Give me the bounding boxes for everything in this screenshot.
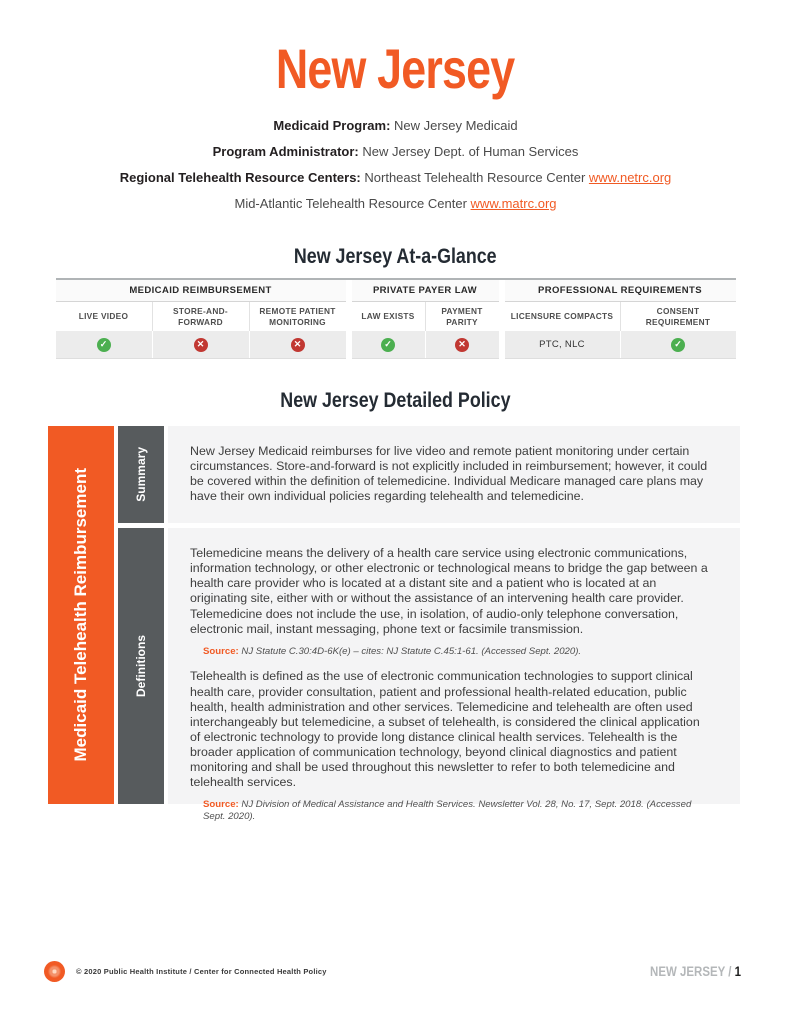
source-text: NJ Division of Medical Assistance and Health Services. Newsletter Vol. 28, No. 17, Sept. 2018. (Accessed Sept. 2020). — [203, 799, 692, 823]
group-medicaid-reimbursement — [56, 280, 346, 359]
at-a-glance-heading: New Jersey At-a-Glance — [294, 245, 497, 268]
cell-law-exists — [352, 331, 425, 358]
summary-section — [118, 426, 740, 523]
info-line-resource-centers — [0, 165, 791, 191]
resource-center-1-name: Northeast Telehealth Resource Center — [364, 170, 586, 185]
group-private-payer-law — [352, 280, 499, 359]
cross-icon: ✕ — [291, 338, 305, 352]
licensure-compacts-value: PTC, NLC — [539, 339, 585, 350]
copyright-text: © 2020 Public Health Institute / Center for Connected Health Policy — [76, 967, 327, 976]
definitions-paragraph-telehealth: Telehealth is defined as the use of electronic communication technologies to support clinical health care, provider consultation, patient and professional health-related education, public health, health administration and other services. Telemedicine and telehealth are often used interchangeably but telemedicine, a subset of telehealth, is considered the clinical application of electronic technology to provide long distance clinical health services. Telehealth is the broader application of communication technology, beyond clinical diagnostics and patient monitoring and shall be used throughout this newsletter to refer to both telemedicine and telehealth services. — [190, 669, 700, 790]
tab-summary-label: Summary — [134, 447, 148, 502]
column-header-consent-requirement: CONSENT REQUIREMENT — [620, 302, 736, 331]
summary-paragraph: New Jersey Medicaid reimburses for live video and remote patient monitoring under certain circumstances. Store-and-forward is not explicitly included in reimbursement; however, it could be covered within the definition of telemedicine. Individual Medicare managed care plans may have their own individual policies regarding telehealth and telemedicine. — [190, 444, 708, 504]
cross-icon: ✕ — [455, 338, 469, 352]
category-bar-medicaid-telehealth-reimbursement — [48, 426, 114, 804]
column-header-store-and-forward: STORE-AND-FORWARD — [152, 302, 249, 331]
cross-icon: ✕ — [194, 338, 208, 352]
info-line-program-administrator — [0, 139, 791, 165]
page-number — [650, 964, 741, 979]
tab-definitions-label: Definitions — [134, 635, 148, 697]
netrc-link[interactable]: www.netrc.org — [588, 170, 672, 185]
column-header-remote-patient-monitoring: REMOTE PATIENT MONITORING — [249, 302, 346, 331]
cell-licensure-compacts — [505, 331, 620, 358]
cell-payment-parity — [425, 331, 499, 358]
matrc-link[interactable]: www.matrc.org — [470, 196, 557, 211]
source-citation-2 — [203, 799, 708, 822]
medicaid-program-value: New Jersey Medicaid — [394, 118, 518, 133]
column-header-live-video: LIVE VIDEO — [78, 311, 129, 322]
column-header-payment-parity: PAYMENT PARITY — [425, 302, 499, 331]
column-header-licensure-compacts: LICENSURE COMPACTS — [510, 311, 614, 322]
page-title: New Jersey — [276, 37, 515, 100]
cell-store-and-forward — [152, 331, 249, 358]
summary-content — [168, 426, 740, 523]
page-footer — [44, 961, 741, 982]
at-a-glance-table — [56, 278, 736, 359]
resource-centers-label: Regional Telehealth Resource Centers: — [119, 170, 361, 185]
resource-center-2-name: Mid-Atlantic Telehealth Resource Center — [234, 196, 467, 211]
group-title: MEDICAID REIMBURSEMENT — [56, 280, 346, 302]
source-label: Source: — [203, 799, 239, 811]
group-title: PRIVATE PAYER LAW — [352, 280, 499, 302]
cell-live-video — [56, 331, 152, 358]
medicaid-program-label: Medicaid Program: — [273, 118, 391, 133]
check-icon: ✓ — [97, 338, 111, 352]
program-administrator-label: Program Administrator: — [212, 144, 359, 159]
definitions-section — [118, 528, 740, 823]
program-administrator-value: New Jersey Dept. of Human Services — [362, 144, 579, 159]
detailed-policy-heading: New Jersey Detailed Policy — [280, 389, 511, 412]
cell-consent-requirement — [620, 331, 736, 358]
source-text: NJ Statute C.30:4D-6K(e) – cites: NJ Statute C.45:1-61. (Accessed Sept. 2020). — [241, 645, 582, 657]
category-label: Medicaid Telehealth Reimbursement — [71, 468, 90, 762]
footer-state-label: NEW JERSEY / — [649, 964, 732, 979]
detailed-policy-block — [48, 426, 740, 823]
cell-remote-patient-monitoring — [249, 331, 346, 358]
source-label: Source: — [203, 645, 239, 657]
group-professional-requirements — [505, 280, 736, 359]
definitions-content — [168, 528, 740, 823]
program-info — [0, 113, 791, 217]
info-line-medicaid-program — [0, 113, 791, 139]
check-icon: ✓ — [671, 338, 685, 352]
check-icon: ✓ — [381, 338, 395, 352]
column-header-law-exists: LAW EXISTS — [361, 311, 415, 322]
cchp-logo-icon — [44, 961, 65, 982]
info-line-resource-center-2 — [0, 191, 791, 217]
footer-page-num: 1 — [734, 964, 741, 979]
definitions-paragraph-telemedicine: Telemedicine means the delivery of a health care service using electronic communications, information technology, or other electronic or technological means to bridge the gap between a health care provider who is located at a distant site and a patient who is located at an originating site, either with or without the assistance of an intervening health care provider. Telemedicine does not include the use, in isolation, of audio-only telephone conversation, electronic mail, instant messaging, phone text or facsimile transmission. — [190, 546, 708, 636]
tab-definitions — [118, 528, 164, 804]
tab-summary — [118, 426, 164, 523]
source-citation-1 — [203, 646, 708, 658]
group-title: PROFESSIONAL REQUIREMENTS — [505, 280, 736, 302]
